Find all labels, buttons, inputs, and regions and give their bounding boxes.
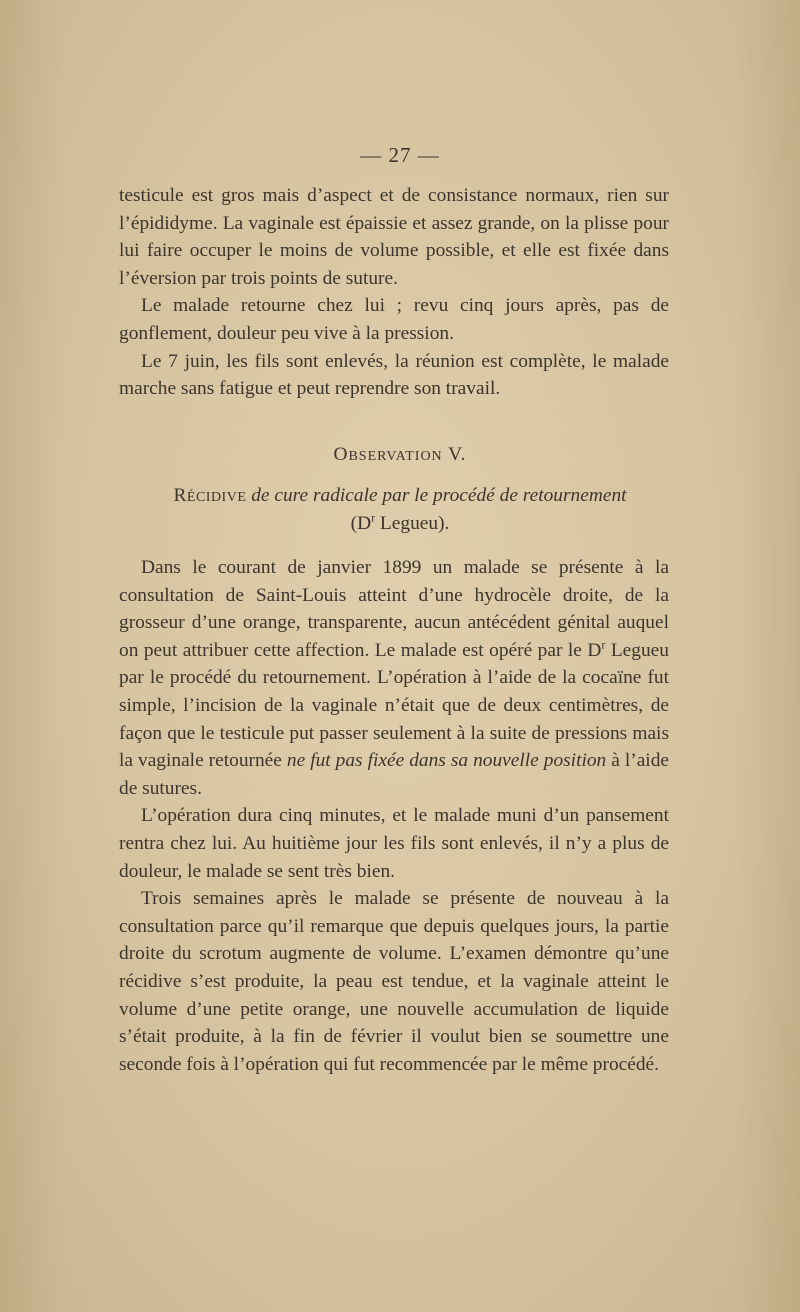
author-name: Legueu). <box>375 513 450 534</box>
observation-heading: Observation V. <box>333 444 467 465</box>
author-sup: r <box>371 510 376 525</box>
observation-body <box>119 554 669 1078</box>
text-run: à l’aide de sutures. <box>119 750 669 799</box>
paragraph: L’opération dura cinq minutes, et le malade muni d’un pansement rentra chez lui. Au huitième jour les fils sont enlevés, il n’y a plus de douleur, le malade se sent très bien. <box>119 805 669 882</box>
text-run: Dans le courant de janvier 1899 un malade se présente à la consultation de Saint-Louis atteint d’une hydrocèle droite, de la grosseur d’une orange, transparente, aucun antécédent génital auquel on peut attribuer cette affection. Le malade est opéré par le D <box>119 557 669 661</box>
paragraph: Le malade retourne chez lui ; revu cinq jours après, pas de gonflement, douleur peu vive à la pression. <box>119 295 669 344</box>
superscript: r <box>601 637 606 652</box>
paragraph: testicule est gros mais d’aspect et de consistance normaux, rien sur l’épididyme. La vaginale est épaissie et assez grande, on la plisse pour lui faire occuper le moins de volume possible, et elle est fixée dans l’éversion par trois points de suture. <box>119 185 669 289</box>
page-number: — 27 — <box>360 143 440 167</box>
author-open: (D <box>350 513 372 534</box>
subtitle-keyword: Récidive <box>173 485 247 506</box>
text-run: Legueu par le procédé du retournement. L’opération à l’aide de la cocaïne fut simple, l’incision de la vaginale n’était que de deux centimètres, de façon que le testicule put passer seulement à la suite de pressions mais la vaginale retournée <box>119 639 669 772</box>
paragraph: Le 7 juin, les fils sont enlevés, la réunion est complète, le malade marche sans fatigue et peut reprendre son travail. <box>119 350 669 400</box>
observation-author <box>0 510 800 538</box>
paragraph <box>119 554 669 802</box>
paragraph: Trois semaines après le malade se présente de nouveau à la consultation parce qu’il remarque que depuis quelques jours, la partie droite du scrotum augmente de volume. L’examen démontre qu’une récidive s’est produite, la peau est tendue, et la vaginale atteint le volume d’une petite orange, une nouvelle accumulation de liquide s’était produite, à la fin de février il voulut bien se soumettre une seconde fois à l’opération qui fut recommencée par le même procédé. <box>119 888 669 1075</box>
subtitle-text: de cure radicale par le procédé de retournement <box>251 485 627 506</box>
observation-subtitle <box>0 482 800 510</box>
continued-text-block <box>119 182 669 403</box>
italic-text-run: ne fut pas fixée dans sa nouvelle position <box>286 750 607 772</box>
